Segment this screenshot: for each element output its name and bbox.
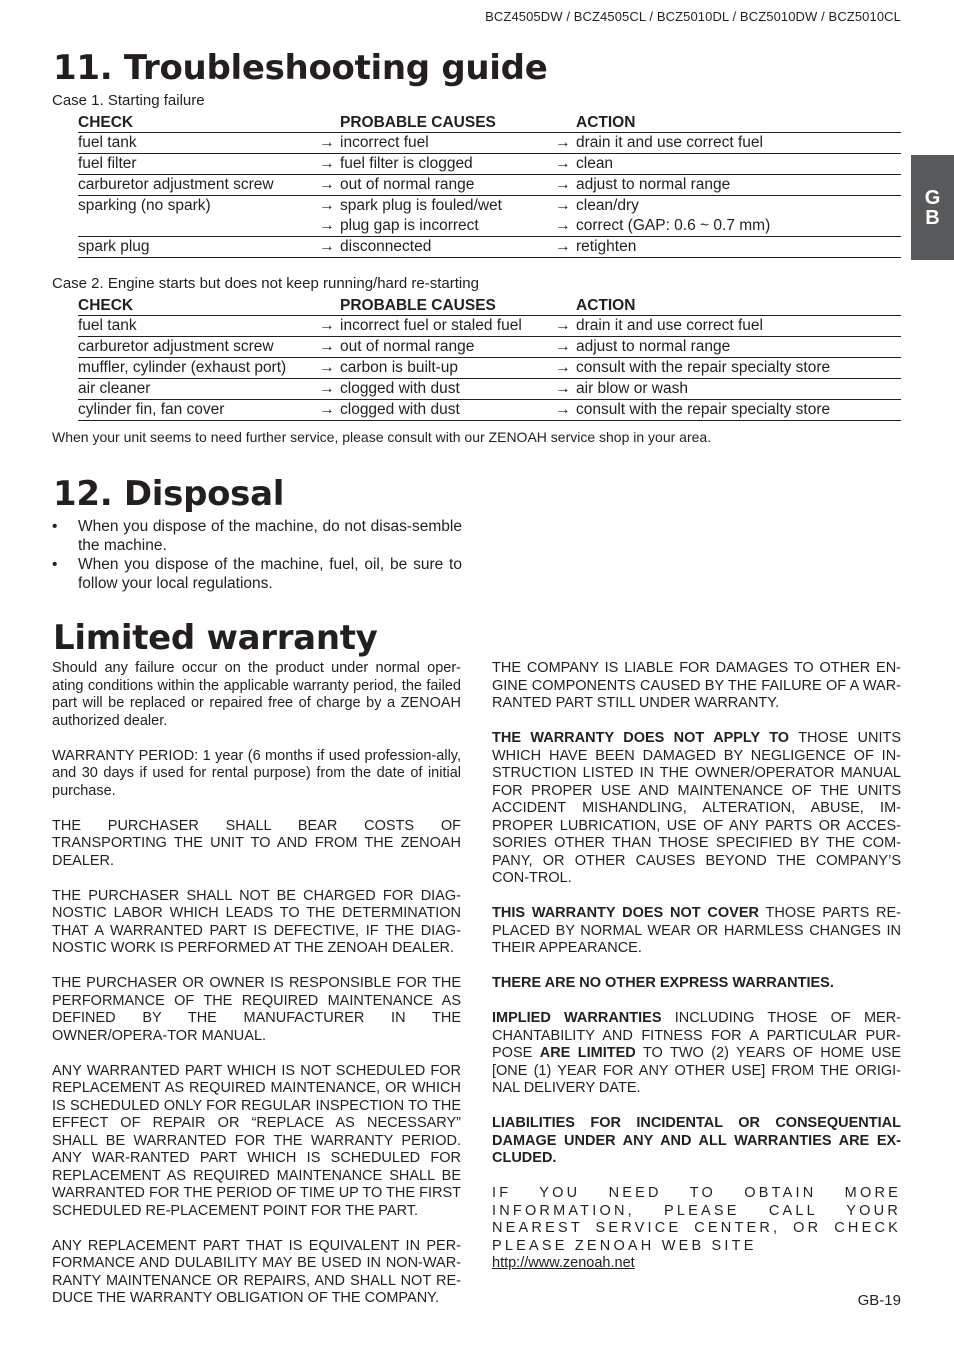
col-header-action: ACTION: [576, 114, 901, 133]
action-cell: adjust to normal range: [576, 175, 901, 196]
col-header-spacer: [550, 114, 576, 133]
arrow-icon: →: [550, 216, 576, 237]
table-row: [78, 316, 901, 337]
arrow-icon: →: [550, 175, 576, 196]
action-cell: consult with the repair specialty store: [576, 400, 901, 421]
table-row: [78, 175, 901, 196]
disposal-heading: 12. Disposal: [53, 474, 285, 514]
cause-cell: incorrect fuel or staled fuel: [340, 316, 550, 337]
col-header-spacer: [314, 297, 340, 316]
warranty-paragraph: [492, 1115, 901, 1168]
check-cell: fuel tank: [78, 316, 314, 337]
arrow-icon: →: [550, 358, 576, 379]
warranty-bold-phrase: THERE ARE NO OTHER EXPRESS WARRANTIES.: [492, 975, 834, 991]
warranty-bold-phrase: LIABILITIES FOR INCIDENTAL OR CONSEQUENTIAL DAMAGE UNDER ANY AND ALL WARRANTIES ARE EX-CLUDED.: [492, 1115, 901, 1166]
warranty-paragraph: [492, 975, 901, 993]
cause-cell: incorrect fuel: [340, 133, 550, 154]
cause-cell: out of normal range: [340, 337, 550, 358]
warranty-period-text: 1 year (6 months if used profession-ally, and 30 days if used for rental purpose) from the date of initial purchase.: [52, 747, 461, 799]
warranty-paragraph: [492, 1010, 901, 1098]
warranty-right-column: [492, 660, 901, 1290]
language-tab: [911, 155, 954, 260]
warranty-text: THOSE PARTS RE-PLACED BY NORMAL WEAR OR HARMLESS CHANGES IN THEIR APPEARANCE.: [492, 905, 902, 956]
arrow-icon: →: [314, 358, 340, 379]
troubleshooting-heading: 11. Troubleshooting guide: [53, 48, 548, 88]
col-header-check: CHECK: [78, 297, 314, 316]
cause-cell: out of normal range: [340, 175, 550, 196]
warranty-paragraph: THE PURCHASER SHALL NOT BE CHARGED FOR DIAG-NOSTIC LABOR WHICH LEADS TO THE DETERMINATION THAT A WARRANTED PART IS DEFECTIVE, IF THE DIAG-NOSTIC WORK IS PERFORMED AT THE ZENOAH DEALER.: [52, 887, 461, 956]
action-cell: retighten: [576, 237, 901, 258]
check-cell: muffler, cylinder (exhaust port): [78, 358, 314, 379]
col-header-causes: PROBABLE CAUSES: [340, 297, 550, 316]
warranty-bold-phrase: ARE LIMITED: [539, 1045, 636, 1061]
table-row: [78, 216, 901, 237]
arrow-icon: →: [314, 316, 340, 337]
col-header-spacer: [314, 114, 340, 133]
action-cell: clean/dry: [576, 197, 639, 214]
warranty-paragraph: [492, 730, 901, 888]
warranty-bold-phrase: IMPLIED WARRANTIES: [492, 1010, 662, 1026]
warranty-text: TO TWO (2) YEARS OF HOME USE [ONE (1) YEAR FOR ANY OTHER USE] FROM THE ORIGI-NAL DELIVERY DATE.: [492, 1045, 902, 1096]
case2-title: Case 2. Engine starts but does not keep running/hard re-starting: [52, 275, 479, 292]
arrow-icon: →: [550, 400, 576, 421]
arrow-icon: →: [314, 379, 340, 400]
arrow-icon: →: [314, 133, 340, 154]
cause-cell: clogged with dust: [340, 400, 550, 421]
model-numbers: BCZ4505DW / BCZ4505CL / BCZ5010DL / BCZ5010DW / BCZ5010CL: [485, 9, 901, 24]
warranty-bold-phrase: THE WARRANTY DOES NOT APPLY TO: [492, 730, 790, 746]
arrow-icon: →: [550, 337, 576, 358]
table-row: [78, 358, 901, 379]
action-cell: adjust to normal range: [576, 337, 901, 358]
warranty-paragraph: ANY WARRANTED PART WHICH IS NOT SCHEDULED FOR REPLACEMENT AS REQUIRED MAINTENANCE, OR WHICH IS SCHEDULED ONLY FOR REGULAR INSPECTION TO THE EFFECT OF REPAIR OR “REPLACE AS NECESSARY” SHALL BE WARRANTED FOR THE WARRANTY PERIOD. ANY WAR-RANTED PART WHICH IS SCHEDULED FOR REPLACEMENT AS REQUIRED MAINTENANCE SHALL BE WARRANTED FOR THE PERIOD OF TIME UP TO THE FIRST SCHEDULED RE-PLACEMENT POINT FOR THE PART.: [52, 1062, 461, 1219]
warranty-paragraph: THE COMPANY IS LIABLE FOR DAMAGES TO OTHER EN-GINE COMPONENTS CAUSED BY THE FAILURE OF A WAR-RANTED PART STILL UNDER WARRANTY.: [492, 660, 901, 711]
arrow-icon: →: [550, 379, 576, 400]
check-cell: carburetor adjustment screw: [78, 175, 314, 196]
table-row: [78, 154, 901, 175]
warranty-paragraph: THE PURCHASER OR OWNER IS RESPONSIBLE FOR THE PERFORMANCE OF THE REQUIRED MAINTENANCE AS DEFINED BY THE MANUFACTURER IN THE OWNER/OPERA-TOR MANUAL.: [52, 975, 461, 1044]
arrow-icon: →: [550, 133, 576, 154]
warranty-heading: Limited warranty: [53, 618, 378, 658]
cause-cell: clogged with dust: [340, 379, 550, 400]
warranty-bold-phrase: THIS WARRANTY DOES NOT COVER: [492, 905, 759, 921]
action-cell: drain it and use correct fuel: [576, 316, 901, 337]
arrow-icon: →: [314, 154, 340, 175]
table-row: [78, 337, 901, 358]
check-cell: sparking (no spark): [78, 197, 211, 214]
check-cell: air cleaner: [78, 379, 314, 400]
check-cell: spark plug: [78, 237, 314, 258]
case2-table: [78, 297, 901, 421]
warranty-paragraph: ANY REPLACEMENT PART THAT IS EQUIVALENT IN PER-FORMANCE AND DULABILITY MAY BE USED IN NON-WAR-RANTY MAINTENANCE OR REPAIRS, AND SHALL NOT RE-DUCE THE WARRANTY OBLIGATION OF THE COMPANY.: [52, 1237, 461, 1306]
check-cell: carburetor adjustment screw: [78, 337, 314, 358]
col-header-check: CHECK: [78, 114, 314, 133]
warranty-period-paragraph: [52, 748, 461, 801]
table-row: [78, 196, 901, 217]
action-cell: drain it and use correct fuel: [576, 133, 901, 154]
page-number: GB-19: [857, 1292, 901, 1309]
warranty-paragraph: [492, 1185, 901, 1273]
warranty-text: INCLUDING THOSE OF MER-CHANTABILITY AND FITNESS FOR A PARTICULAR PUR-POSE: [492, 1010, 901, 1061]
check-cell: fuel filter: [78, 154, 314, 175]
arrow-icon: →: [314, 175, 340, 196]
arrow-icon: →: [314, 216, 340, 237]
language-tab-letter-2: B: [925, 206, 940, 229]
list-item: • When you dispose of the machine, fuel, oil, be sure to follow your local regulations.: [52, 555, 462, 593]
cause-cell: fuel filter is clogged: [340, 154, 550, 175]
arrow-icon: →: [314, 400, 340, 421]
cause-cell: plug gap is incorrect: [340, 216, 550, 237]
table-row: [78, 379, 901, 400]
warranty-left-column: [52, 660, 461, 1325]
zenoah-website-link[interactable]: http://www.zenoah.net: [492, 1255, 635, 1271]
action-cell: clean: [576, 154, 901, 175]
action-cell: air blow or wash: [576, 379, 901, 400]
table-row: [78, 237, 901, 258]
list-item: • When you dispose of the machine, do not disas-semble the machine.: [52, 517, 462, 555]
language-tab-letter-1: G: [924, 186, 941, 209]
arrow-icon: →: [314, 337, 340, 358]
disposal-list: [52, 517, 462, 593]
check-cell: [78, 216, 314, 237]
case1-table: [78, 114, 901, 258]
case1-title: Case 1. Starting failure: [52, 92, 205, 109]
warranty-paragraph: [492, 905, 901, 958]
col-header-action: ACTION: [576, 297, 901, 316]
arrow-icon: →: [555, 197, 571, 214]
arrow-icon: →: [550, 316, 576, 337]
arrow-icon: →: [550, 237, 576, 258]
table-row: [78, 133, 901, 154]
action-cell: consult with the repair specialty store: [576, 358, 901, 379]
col-header-spacer: [550, 297, 576, 316]
check-cell: fuel tank: [78, 133, 314, 154]
service-note: When your unit seems to need further service, please consult with our ZENOAH service shop in your area.: [52, 429, 712, 445]
arrow-icon: →: [314, 237, 340, 258]
arrow-icon: →: [319, 197, 335, 214]
warranty-paragraph: THE PURCHASER SHALL BEAR COSTS OF TRANSPORTING THE UNIT TO AND FROM THE ZENOAH DEALER.: [52, 817, 461, 869]
table-row: [78, 400, 901, 421]
action-cell: correct (GAP: 0.6 ~ 0.7 mm): [576, 216, 901, 237]
cause-cell: carbon is built-up: [340, 358, 550, 379]
cause-cell: disconnected: [340, 237, 550, 258]
arrow-icon: →: [550, 154, 576, 175]
warranty-period-label: WARRANTY PERIOD:: [52, 747, 199, 764]
check-cell: cylinder fin, fan cover: [78, 400, 314, 421]
cause-cell: spark plug is fouled/wet: [340, 197, 502, 214]
warranty-text: THOSE UNITS WHICH HAVE BEEN DAMAGED BY NEGLIGENCE OF IN-STRUCTION LISTED IN THE OWNER/OPERATOR MANUAL FOR PROPER USE AND MAINTENANCE OF THE UNITS ACCIDENT MISHANDLING, ALTERATION, ABUSE, IM-PROPER LUBRICATION, USE OF ANY PARTS OR ACCES-SORIES OTHER THAN THOSE SPECIFIED BY THE COM-PANY, OR OTHER CAUSES BEYOND THE COMPANY’S CON-TROL.: [492, 730, 901, 886]
warranty-paragraph: Should any failure occur on the product under normal oper-ating conditions within the applicable warranty period, the failed part will be replaced or repaired free of charge by a ZENOAH authorized dealer.: [52, 660, 461, 729]
warranty-text: IF YOU NEED TO OBTAIN MORE INFORMATION, PLEASE CALL YOUR NEAREST SERVICE CENTER, OR CHECK PLEASE ZENOAH WEB SITE: [492, 1185, 901, 1254]
col-header-causes: PROBABLE CAUSES: [340, 114, 550, 133]
